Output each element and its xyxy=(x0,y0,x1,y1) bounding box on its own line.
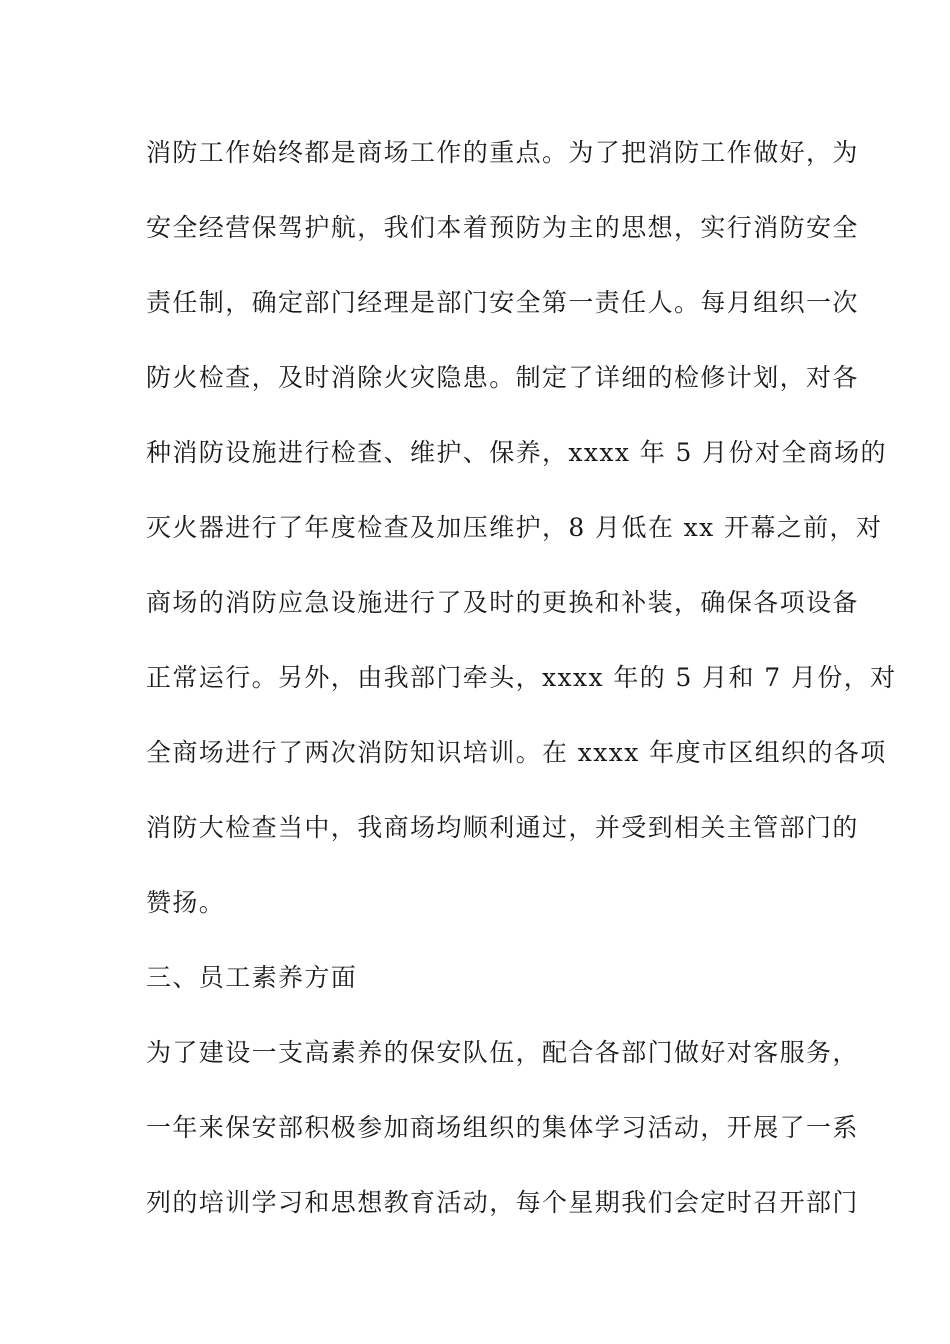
paragraph-line-6: 灭火器进行了年度检查及加压维护，8 月低在 xx 开幕之前，对 xyxy=(146,513,883,542)
paragraph-line-8: 正常运行。另外，由我部门牵头，xxxx 年的 5 月和 7 月份，对 xyxy=(146,663,897,692)
paragraph-line-2: 安全经营保驾护航，我们本着预防为主的思想，实行消防安全 xyxy=(146,213,859,242)
paragraph-line-4: 防火检查，及时消除火灾隐患。制定了详细的检修计划，对各 xyxy=(146,363,859,392)
paragraph-line-15: 列的培训学习和思想教育活动，每个星期我们会定时召开部门 xyxy=(146,1188,859,1217)
paragraph-line-9: 全商场进行了两次消防知识培训。在 xxxx 年度市区组织的各项 xyxy=(146,738,887,767)
section-heading: 三、员工素养方面 xyxy=(146,963,358,992)
paragraph-line-7: 商场的消防应急设施进行了及时的更换和补装，确保各项设备 xyxy=(146,588,859,617)
paragraph-line-10: 消防大检查当中，我商场均顺利通过，并受到相关主管部门的 xyxy=(146,813,859,842)
paragraph-line-3: 责任制，确定部门经理是部门安全第一责任人。每月组织一次 xyxy=(146,288,859,317)
paragraph-line-11: 赞扬。 xyxy=(146,888,226,917)
paragraph-line-13: 为了建设一支高素养的保安队伍，配合各部门做好对客服务， xyxy=(146,1038,859,1067)
paragraph-line-5: 种消防设施进行检查、维护、保养，xxxx 年 5 月份对全商场的 xyxy=(146,438,887,467)
paragraph-line-14: 一年来保安部积极参加商场组织的集体学习活动，开展了一系 xyxy=(146,1113,859,1142)
paragraph-line-1: 消防工作始终都是商场工作的重点。为了把消防工作做好，为 xyxy=(146,138,859,167)
